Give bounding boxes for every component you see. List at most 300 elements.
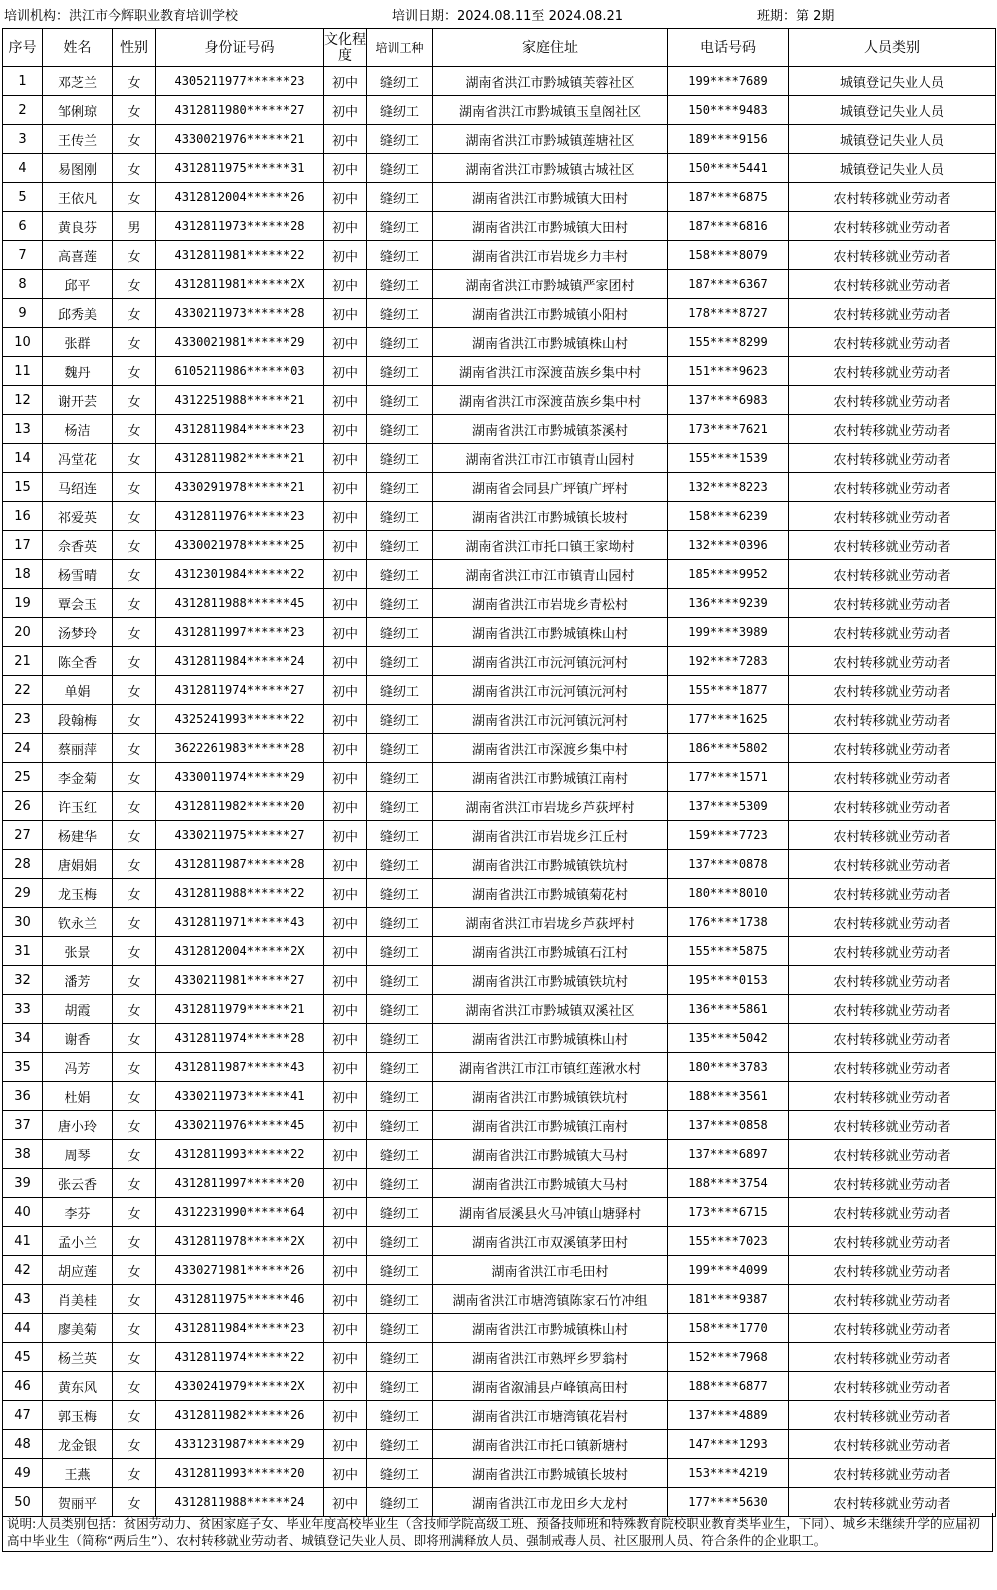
cell-address: 湖南省会同县广坪镇广坪村 bbox=[433, 473, 668, 502]
cell-address: 湖南省洪江市黔城镇双溪社区 bbox=[433, 995, 668, 1024]
cell-index: 5 bbox=[3, 183, 43, 212]
cell-name: 孟小兰 bbox=[43, 1227, 113, 1256]
cell-name: 王燕 bbox=[43, 1459, 113, 1488]
cell-category: 农村转移就业劳动者 bbox=[789, 502, 996, 531]
cell-id-number: 4312811973******28 bbox=[156, 212, 324, 241]
cell-category: 农村转移就业劳动者 bbox=[789, 647, 996, 676]
cell-trade: 缝纫工 bbox=[367, 1488, 433, 1517]
cell-id-number: 4312811984******23 bbox=[156, 415, 324, 444]
cell-gender: 女 bbox=[113, 270, 156, 299]
col-header-education: 文化程度 bbox=[324, 29, 367, 67]
cell-gender: 女 bbox=[113, 183, 156, 212]
cell-category: 农村转移就业劳动者 bbox=[789, 415, 996, 444]
cell-index: 46 bbox=[3, 1372, 43, 1401]
cell-name: 杨建华 bbox=[43, 821, 113, 850]
cell-category: 农村转移就业劳动者 bbox=[789, 966, 996, 995]
cell-trade: 缝纫工 bbox=[367, 792, 433, 821]
cell-phone: 153****4219 bbox=[668, 1459, 789, 1488]
cell-address: 湖南省洪江市深渡苗族乡集中村 bbox=[433, 357, 668, 386]
cell-id-number: 4312811988******45 bbox=[156, 589, 324, 618]
cell-trade: 缝纫工 bbox=[367, 734, 433, 763]
cell-trade: 缝纫工 bbox=[367, 821, 433, 850]
table-row bbox=[3, 647, 996, 676]
cell-category: 农村转移就业劳动者 bbox=[789, 821, 996, 850]
cell-index: 23 bbox=[3, 705, 43, 734]
cell-gender: 女 bbox=[113, 647, 156, 676]
cell-trade: 缝纫工 bbox=[367, 531, 433, 560]
cell-category: 农村转移就业劳动者 bbox=[789, 1285, 996, 1314]
cell-name: 邓芝兰 bbox=[43, 67, 113, 96]
table-row bbox=[3, 212, 996, 241]
cell-education: 初中 bbox=[324, 502, 367, 531]
cell-index: 7 bbox=[3, 241, 43, 270]
cell-phone: 188****3561 bbox=[668, 1082, 789, 1111]
cell-index: 21 bbox=[3, 647, 43, 676]
cell-education: 初中 bbox=[324, 821, 367, 850]
cell-gender: 女 bbox=[113, 763, 156, 792]
cell-id-number: 4312811979******21 bbox=[156, 995, 324, 1024]
cell-address: 湖南省洪江市黔城镇莲塘社区 bbox=[433, 125, 668, 154]
cell-index: 2 bbox=[3, 96, 43, 125]
cell-address: 湖南省洪江市黔城镇大田村 bbox=[433, 212, 668, 241]
cell-trade: 缝纫工 bbox=[367, 995, 433, 1024]
cell-index: 13 bbox=[3, 415, 43, 444]
cell-category: 农村转移就业劳动者 bbox=[789, 879, 996, 908]
cell-gender: 女 bbox=[113, 1024, 156, 1053]
cell-index: 16 bbox=[3, 502, 43, 531]
cell-index: 50 bbox=[3, 1488, 43, 1517]
cell-address: 湖南省洪江市岩垅乡力丰村 bbox=[433, 241, 668, 270]
cell-address: 湖南省洪江市沅河镇沅河村 bbox=[433, 676, 668, 705]
table-row bbox=[3, 183, 996, 212]
cell-phone: 177****1571 bbox=[668, 763, 789, 792]
cell-category: 农村转移就业劳动者 bbox=[789, 1227, 996, 1256]
cell-name: 李芬 bbox=[43, 1198, 113, 1227]
cell-index: 3 bbox=[3, 125, 43, 154]
cell-gender: 女 bbox=[113, 1140, 156, 1169]
cell-address: 湖南省洪江市黔城镇铁坑村 bbox=[433, 850, 668, 879]
cell-id-number: 4312811971******43 bbox=[156, 908, 324, 937]
cell-name: 王传兰 bbox=[43, 125, 113, 154]
cell-education: 初中 bbox=[324, 1140, 367, 1169]
cell-category: 城镇登记失业人员 bbox=[789, 125, 996, 154]
table-row bbox=[3, 531, 996, 560]
cell-address: 湖南省洪江市塘湾镇花岩村 bbox=[433, 1401, 668, 1430]
cell-phone: 135****5042 bbox=[668, 1024, 789, 1053]
cell-id-number: 4312811982******20 bbox=[156, 792, 324, 821]
table-row bbox=[3, 357, 996, 386]
cell-gender: 女 bbox=[113, 473, 156, 502]
cell-id-number: 4330211975******27 bbox=[156, 821, 324, 850]
cell-gender: 女 bbox=[113, 1198, 156, 1227]
cell-phone: 159****7723 bbox=[668, 821, 789, 850]
cell-id-number: 4330021978******25 bbox=[156, 531, 324, 560]
cell-education: 初中 bbox=[324, 270, 367, 299]
cell-phone: 199****7689 bbox=[668, 67, 789, 96]
cell-category: 农村转移就业劳动者 bbox=[789, 1082, 996, 1111]
training-dates: 培训日期：2024.08.11至 2024.08.21 bbox=[392, 9, 623, 24]
col-header-name: 姓名 bbox=[43, 29, 113, 67]
cell-trade: 缝纫工 bbox=[367, 96, 433, 125]
cell-name: 龙玉梅 bbox=[43, 879, 113, 908]
cell-education: 初中 bbox=[324, 792, 367, 821]
cell-name: 唐小玲 bbox=[43, 1111, 113, 1140]
table-row bbox=[3, 502, 996, 531]
cell-id-number: 4330211973******41 bbox=[156, 1082, 324, 1111]
table-row bbox=[3, 1024, 996, 1053]
cell-education: 初中 bbox=[324, 1459, 367, 1488]
cell-address: 湖南省溆浦县卢峰镇高田村 bbox=[433, 1372, 668, 1401]
cell-category: 农村转移就业劳动者 bbox=[789, 908, 996, 937]
cell-index: 34 bbox=[3, 1024, 43, 1053]
cell-id-number: 4312811987******43 bbox=[156, 1053, 324, 1082]
table-row bbox=[3, 763, 996, 792]
cell-gender: 女 bbox=[113, 299, 156, 328]
cell-trade: 缝纫工 bbox=[367, 473, 433, 502]
cell-index: 32 bbox=[3, 966, 43, 995]
cell-trade: 缝纫工 bbox=[367, 444, 433, 473]
cell-category: 农村转移就业劳动者 bbox=[789, 1372, 996, 1401]
cell-gender: 女 bbox=[113, 386, 156, 415]
table-row bbox=[3, 1198, 996, 1227]
cell-name: 龙金银 bbox=[43, 1430, 113, 1459]
cell-category: 农村转移就业劳动者 bbox=[789, 386, 996, 415]
cell-id-number: 4312301984******22 bbox=[156, 560, 324, 589]
cell-education: 初中 bbox=[324, 734, 367, 763]
cell-category: 农村转移就业劳动者 bbox=[789, 1256, 996, 1285]
cell-trade: 缝纫工 bbox=[367, 1053, 433, 1082]
cell-address: 湖南省洪江市沅河镇沅河村 bbox=[433, 705, 668, 734]
cell-gender: 女 bbox=[113, 125, 156, 154]
cell-name: 张云香 bbox=[43, 1169, 113, 1198]
cell-id-number: 4312811974******27 bbox=[156, 676, 324, 705]
cell-phone: 137****0878 bbox=[668, 850, 789, 879]
table-row bbox=[3, 734, 996, 763]
cell-phone: 185****9952 bbox=[668, 560, 789, 589]
cell-name: 杨兰英 bbox=[43, 1343, 113, 1372]
cell-education: 初中 bbox=[324, 879, 367, 908]
cell-gender: 女 bbox=[113, 676, 156, 705]
cell-name: 张景 bbox=[43, 937, 113, 966]
cell-name: 邱秀美 bbox=[43, 299, 113, 328]
cell-id-number: 4330271981******26 bbox=[156, 1256, 324, 1285]
cell-name: 魏丹 bbox=[43, 357, 113, 386]
cell-address: 湖南省洪江市黔城镇芙蓉社区 bbox=[433, 67, 668, 96]
cell-gender: 女 bbox=[113, 589, 156, 618]
cell-education: 初中 bbox=[324, 1256, 367, 1285]
cell-name: 王依凡 bbox=[43, 183, 113, 212]
cell-phone: 147****1293 bbox=[668, 1430, 789, 1459]
document-header bbox=[0, 0, 997, 28]
cell-gender: 女 bbox=[113, 67, 156, 96]
cell-index: 38 bbox=[3, 1140, 43, 1169]
cell-trade: 缝纫工 bbox=[367, 1024, 433, 1053]
cell-category: 农村转移就业劳动者 bbox=[789, 1024, 996, 1053]
cell-phone: 173****6715 bbox=[668, 1198, 789, 1227]
cell-phone: 158****6239 bbox=[668, 502, 789, 531]
col-header-gender: 性别 bbox=[113, 29, 156, 67]
cell-education: 初中 bbox=[324, 1024, 367, 1053]
cell-address: 湖南省洪江市深渡乡集中村 bbox=[433, 734, 668, 763]
cell-id-number: 4330211973******28 bbox=[156, 299, 324, 328]
cell-education: 初中 bbox=[324, 299, 367, 328]
cell-gender: 女 bbox=[113, 821, 156, 850]
cell-gender: 女 bbox=[113, 1082, 156, 1111]
cell-address: 湖南省洪江市深渡苗族乡集中村 bbox=[433, 386, 668, 415]
cell-id-number: 4312811988******24 bbox=[156, 1488, 324, 1517]
cell-id-number: 4312811982******21 bbox=[156, 444, 324, 473]
cell-education: 初中 bbox=[324, 531, 367, 560]
cell-address: 湖南省洪江市双溪镇茅田村 bbox=[433, 1227, 668, 1256]
cell-name: 蔡丽萍 bbox=[43, 734, 113, 763]
cell-index: 12 bbox=[3, 386, 43, 415]
table-row bbox=[3, 1227, 996, 1256]
cell-education: 初中 bbox=[324, 647, 367, 676]
table-row bbox=[3, 154, 996, 183]
table-header-row bbox=[3, 29, 996, 67]
table-row bbox=[3, 125, 996, 154]
cell-address: 湖南省洪江市托口镇新塘村 bbox=[433, 1430, 668, 1459]
table-row bbox=[3, 328, 996, 357]
table-row bbox=[3, 1111, 996, 1140]
cell-trade: 缝纫工 bbox=[367, 1082, 433, 1111]
cell-trade: 缝纫工 bbox=[367, 1169, 433, 1198]
col-header-phone: 电话号码 bbox=[668, 29, 789, 67]
cell-trade: 缝纫工 bbox=[367, 850, 433, 879]
cell-gender: 女 bbox=[113, 444, 156, 473]
table-row bbox=[3, 966, 996, 995]
cell-address: 湖南省洪江市黔城镇株山村 bbox=[433, 1314, 668, 1343]
cell-phone: 158****8079 bbox=[668, 241, 789, 270]
table-row bbox=[3, 299, 996, 328]
cell-trade: 缝纫工 bbox=[367, 1372, 433, 1401]
cell-education: 初中 bbox=[324, 1082, 367, 1111]
cell-index: 29 bbox=[3, 879, 43, 908]
cell-name: 许玉红 bbox=[43, 792, 113, 821]
cell-id-number: 4330211976******45 bbox=[156, 1111, 324, 1140]
table-row bbox=[3, 473, 996, 502]
cell-category: 农村转移就业劳动者 bbox=[789, 1401, 996, 1430]
cell-trade: 缝纫工 bbox=[367, 1314, 433, 1343]
cell-id-number: 4312811975******46 bbox=[156, 1285, 324, 1314]
cell-index: 31 bbox=[3, 937, 43, 966]
cell-name: 胡应莲 bbox=[43, 1256, 113, 1285]
cell-id-number: 4312811988******22 bbox=[156, 879, 324, 908]
cell-education: 初中 bbox=[324, 560, 367, 589]
cell-category: 农村转移就业劳动者 bbox=[789, 1488, 996, 1517]
cell-category: 农村转移就业劳动者 bbox=[789, 560, 996, 589]
trainee-table bbox=[2, 28, 996, 1517]
cell-education: 初中 bbox=[324, 589, 367, 618]
cell-phone: 178****8727 bbox=[668, 299, 789, 328]
cell-education: 初中 bbox=[324, 937, 367, 966]
cell-trade: 缝纫工 bbox=[367, 1140, 433, 1169]
cell-category: 农村转移就业劳动者 bbox=[789, 792, 996, 821]
table-row bbox=[3, 1169, 996, 1198]
cell-trade: 缝纫工 bbox=[367, 1343, 433, 1372]
cell-education: 初中 bbox=[324, 850, 367, 879]
class-period: 班期：第 2期 bbox=[757, 9, 835, 24]
cell-name: 廖美菊 bbox=[43, 1314, 113, 1343]
cell-index: 9 bbox=[3, 299, 43, 328]
cell-phone: 155****1877 bbox=[668, 676, 789, 705]
table-row bbox=[3, 560, 996, 589]
cell-id-number: 4312811982******26 bbox=[156, 1401, 324, 1430]
cell-index: 48 bbox=[3, 1430, 43, 1459]
cell-phone: 192****7283 bbox=[668, 647, 789, 676]
cell-trade: 缝纫工 bbox=[367, 1430, 433, 1459]
cell-name: 胡霞 bbox=[43, 995, 113, 1024]
cell-address: 湖南省洪江市托口镇王家坳村 bbox=[433, 531, 668, 560]
cell-address: 湖南省洪江市黔城镇古城社区 bbox=[433, 154, 668, 183]
cell-id-number: 4331231987******29 bbox=[156, 1430, 324, 1459]
cell-name: 祁爱英 bbox=[43, 502, 113, 531]
cell-phone: 136****5861 bbox=[668, 995, 789, 1024]
cell-phone: 188****6877 bbox=[668, 1372, 789, 1401]
table-row bbox=[3, 67, 996, 96]
cell-category: 农村转移就业劳动者 bbox=[789, 212, 996, 241]
cell-index: 15 bbox=[3, 473, 43, 502]
cell-education: 初中 bbox=[324, 618, 367, 647]
col-header-address: 家庭住址 bbox=[433, 29, 668, 67]
cell-trade: 缝纫工 bbox=[367, 183, 433, 212]
cell-name: 冯堂花 bbox=[43, 444, 113, 473]
cell-gender: 女 bbox=[113, 618, 156, 647]
cell-gender: 女 bbox=[113, 734, 156, 763]
cell-index: 11 bbox=[3, 357, 43, 386]
cell-education: 初中 bbox=[324, 212, 367, 241]
footnote: 说明:人员类别包括：贫困劳动力、贫困家庭子女、毕业年度高校毕业生（含技师学院高级工班、预备技师班和特殊教育院校职业教育类毕业生，下同）、城乡未继续升学的应届初高中毕业生（简称“两后生”）、农村转移就业劳动者、城镇登记失业人员、即将刑满释放人员、强制戒毒人员、社区服刑人员、符合条件的企业职工。 bbox=[2, 1513, 993, 1552]
cell-education: 初中 bbox=[324, 1198, 367, 1227]
cell-name: 谢开芸 bbox=[43, 386, 113, 415]
cell-education: 初中 bbox=[324, 676, 367, 705]
cell-address: 湖南省洪江市黔城镇大马村 bbox=[433, 1169, 668, 1198]
table-row bbox=[3, 1082, 996, 1111]
cell-gender: 女 bbox=[113, 1227, 156, 1256]
table-row bbox=[3, 937, 996, 966]
col-header-index: 序号 bbox=[3, 29, 43, 67]
cell-trade: 缝纫工 bbox=[367, 589, 433, 618]
cell-address: 湖南省洪江市黔城镇铁坑村 bbox=[433, 1082, 668, 1111]
cell-education: 初中 bbox=[324, 1430, 367, 1459]
cell-phone: 186****5802 bbox=[668, 734, 789, 763]
cell-address: 湖南省洪江市黔城镇江南村 bbox=[433, 1111, 668, 1140]
cell-index: 24 bbox=[3, 734, 43, 763]
cell-address: 湖南省洪江市毛田村 bbox=[433, 1256, 668, 1285]
cell-id-number: 4312811975******31 bbox=[156, 154, 324, 183]
cell-phone: 155****5875 bbox=[668, 937, 789, 966]
cell-name: 黄东风 bbox=[43, 1372, 113, 1401]
cell-education: 初中 bbox=[324, 1343, 367, 1372]
cell-gender: 女 bbox=[113, 531, 156, 560]
cell-education: 初中 bbox=[324, 1314, 367, 1343]
cell-gender: 女 bbox=[113, 241, 156, 270]
cell-address: 湖南省洪江市黔城镇严家团村 bbox=[433, 270, 668, 299]
cell-trade: 缝纫工 bbox=[367, 1459, 433, 1488]
cell-gender: 女 bbox=[113, 792, 156, 821]
cell-index: 20 bbox=[3, 618, 43, 647]
cell-id-number: 3622261983******28 bbox=[156, 734, 324, 763]
cell-trade: 缝纫工 bbox=[367, 560, 433, 589]
cell-gender: 女 bbox=[113, 1430, 156, 1459]
cell-name: 覃会玉 bbox=[43, 589, 113, 618]
cell-gender: 女 bbox=[113, 1111, 156, 1140]
cell-category: 农村转移就业劳动者 bbox=[789, 1111, 996, 1140]
cell-phone: 155****8299 bbox=[668, 328, 789, 357]
cell-category: 农村转移就业劳动者 bbox=[789, 328, 996, 357]
cell-education: 初中 bbox=[324, 473, 367, 502]
cell-name: 周琴 bbox=[43, 1140, 113, 1169]
table-row bbox=[3, 1140, 996, 1169]
cell-gender: 女 bbox=[113, 96, 156, 125]
table-row bbox=[3, 792, 996, 821]
cell-trade: 缝纫工 bbox=[367, 386, 433, 415]
cell-index: 8 bbox=[3, 270, 43, 299]
table-row bbox=[3, 1430, 996, 1459]
cell-id-number: 4312811976******23 bbox=[156, 502, 324, 531]
cell-trade: 缝纫工 bbox=[367, 154, 433, 183]
col-header-category: 人员类别 bbox=[789, 29, 996, 67]
cell-category: 农村转移就业劳动者 bbox=[789, 589, 996, 618]
cell-phone: 173****7621 bbox=[668, 415, 789, 444]
cell-id-number: 4312251988******21 bbox=[156, 386, 324, 415]
cell-category: 农村转移就业劳动者 bbox=[789, 1430, 996, 1459]
cell-id-number: 4305211977******23 bbox=[156, 67, 324, 96]
cell-gender: 女 bbox=[113, 1488, 156, 1517]
cell-index: 35 bbox=[3, 1053, 43, 1082]
cell-trade: 缝纫工 bbox=[367, 1198, 433, 1227]
cell-address: 湖南省洪江市龙田乡大龙村 bbox=[433, 1488, 668, 1517]
cell-name: 陈全香 bbox=[43, 647, 113, 676]
cell-phone: 187****6367 bbox=[668, 270, 789, 299]
cell-phone: 189****9156 bbox=[668, 125, 789, 154]
cell-id-number: 4330021981******29 bbox=[156, 328, 324, 357]
cell-trade: 缝纫工 bbox=[367, 1111, 433, 1140]
table-row bbox=[3, 241, 996, 270]
cell-name: 潘芳 bbox=[43, 966, 113, 995]
cell-education: 初中 bbox=[324, 241, 367, 270]
cell-phone: 188****3754 bbox=[668, 1169, 789, 1198]
cell-category: 农村转移就业劳动者 bbox=[789, 676, 996, 705]
cell-name: 肖美桂 bbox=[43, 1285, 113, 1314]
cell-education: 初中 bbox=[324, 328, 367, 357]
cell-address: 湖南省洪江市岩垅乡芦荻坪村 bbox=[433, 792, 668, 821]
cell-index: 6 bbox=[3, 212, 43, 241]
cell-phone: 132****8223 bbox=[668, 473, 789, 502]
cell-phone: 132****0396 bbox=[668, 531, 789, 560]
cell-gender: 女 bbox=[113, 357, 156, 386]
cell-index: 28 bbox=[3, 850, 43, 879]
cell-id-number: 6105211986******03 bbox=[156, 357, 324, 386]
table-row bbox=[3, 589, 996, 618]
cell-id-number: 4330011974******29 bbox=[156, 763, 324, 792]
table-row bbox=[3, 1285, 996, 1314]
cell-education: 初中 bbox=[324, 763, 367, 792]
cell-address: 湖南省洪江市黔城镇铁坑村 bbox=[433, 966, 668, 995]
cell-category: 农村转移就业劳动者 bbox=[789, 1198, 996, 1227]
cell-gender: 女 bbox=[113, 502, 156, 531]
cell-category: 农村转移就业劳动者 bbox=[789, 357, 996, 386]
cell-name: 郭玉梅 bbox=[43, 1401, 113, 1430]
cell-index: 37 bbox=[3, 1111, 43, 1140]
cell-address: 湖南省洪江市江市镇青山园村 bbox=[433, 444, 668, 473]
cell-category: 农村转移就业劳动者 bbox=[789, 1169, 996, 1198]
cell-education: 初中 bbox=[324, 1401, 367, 1430]
cell-id-number: 4312231990******64 bbox=[156, 1198, 324, 1227]
cell-address: 湖南省洪江市黔城镇江南村 bbox=[433, 763, 668, 792]
table-row bbox=[3, 705, 996, 734]
cell-gender: 女 bbox=[113, 908, 156, 937]
